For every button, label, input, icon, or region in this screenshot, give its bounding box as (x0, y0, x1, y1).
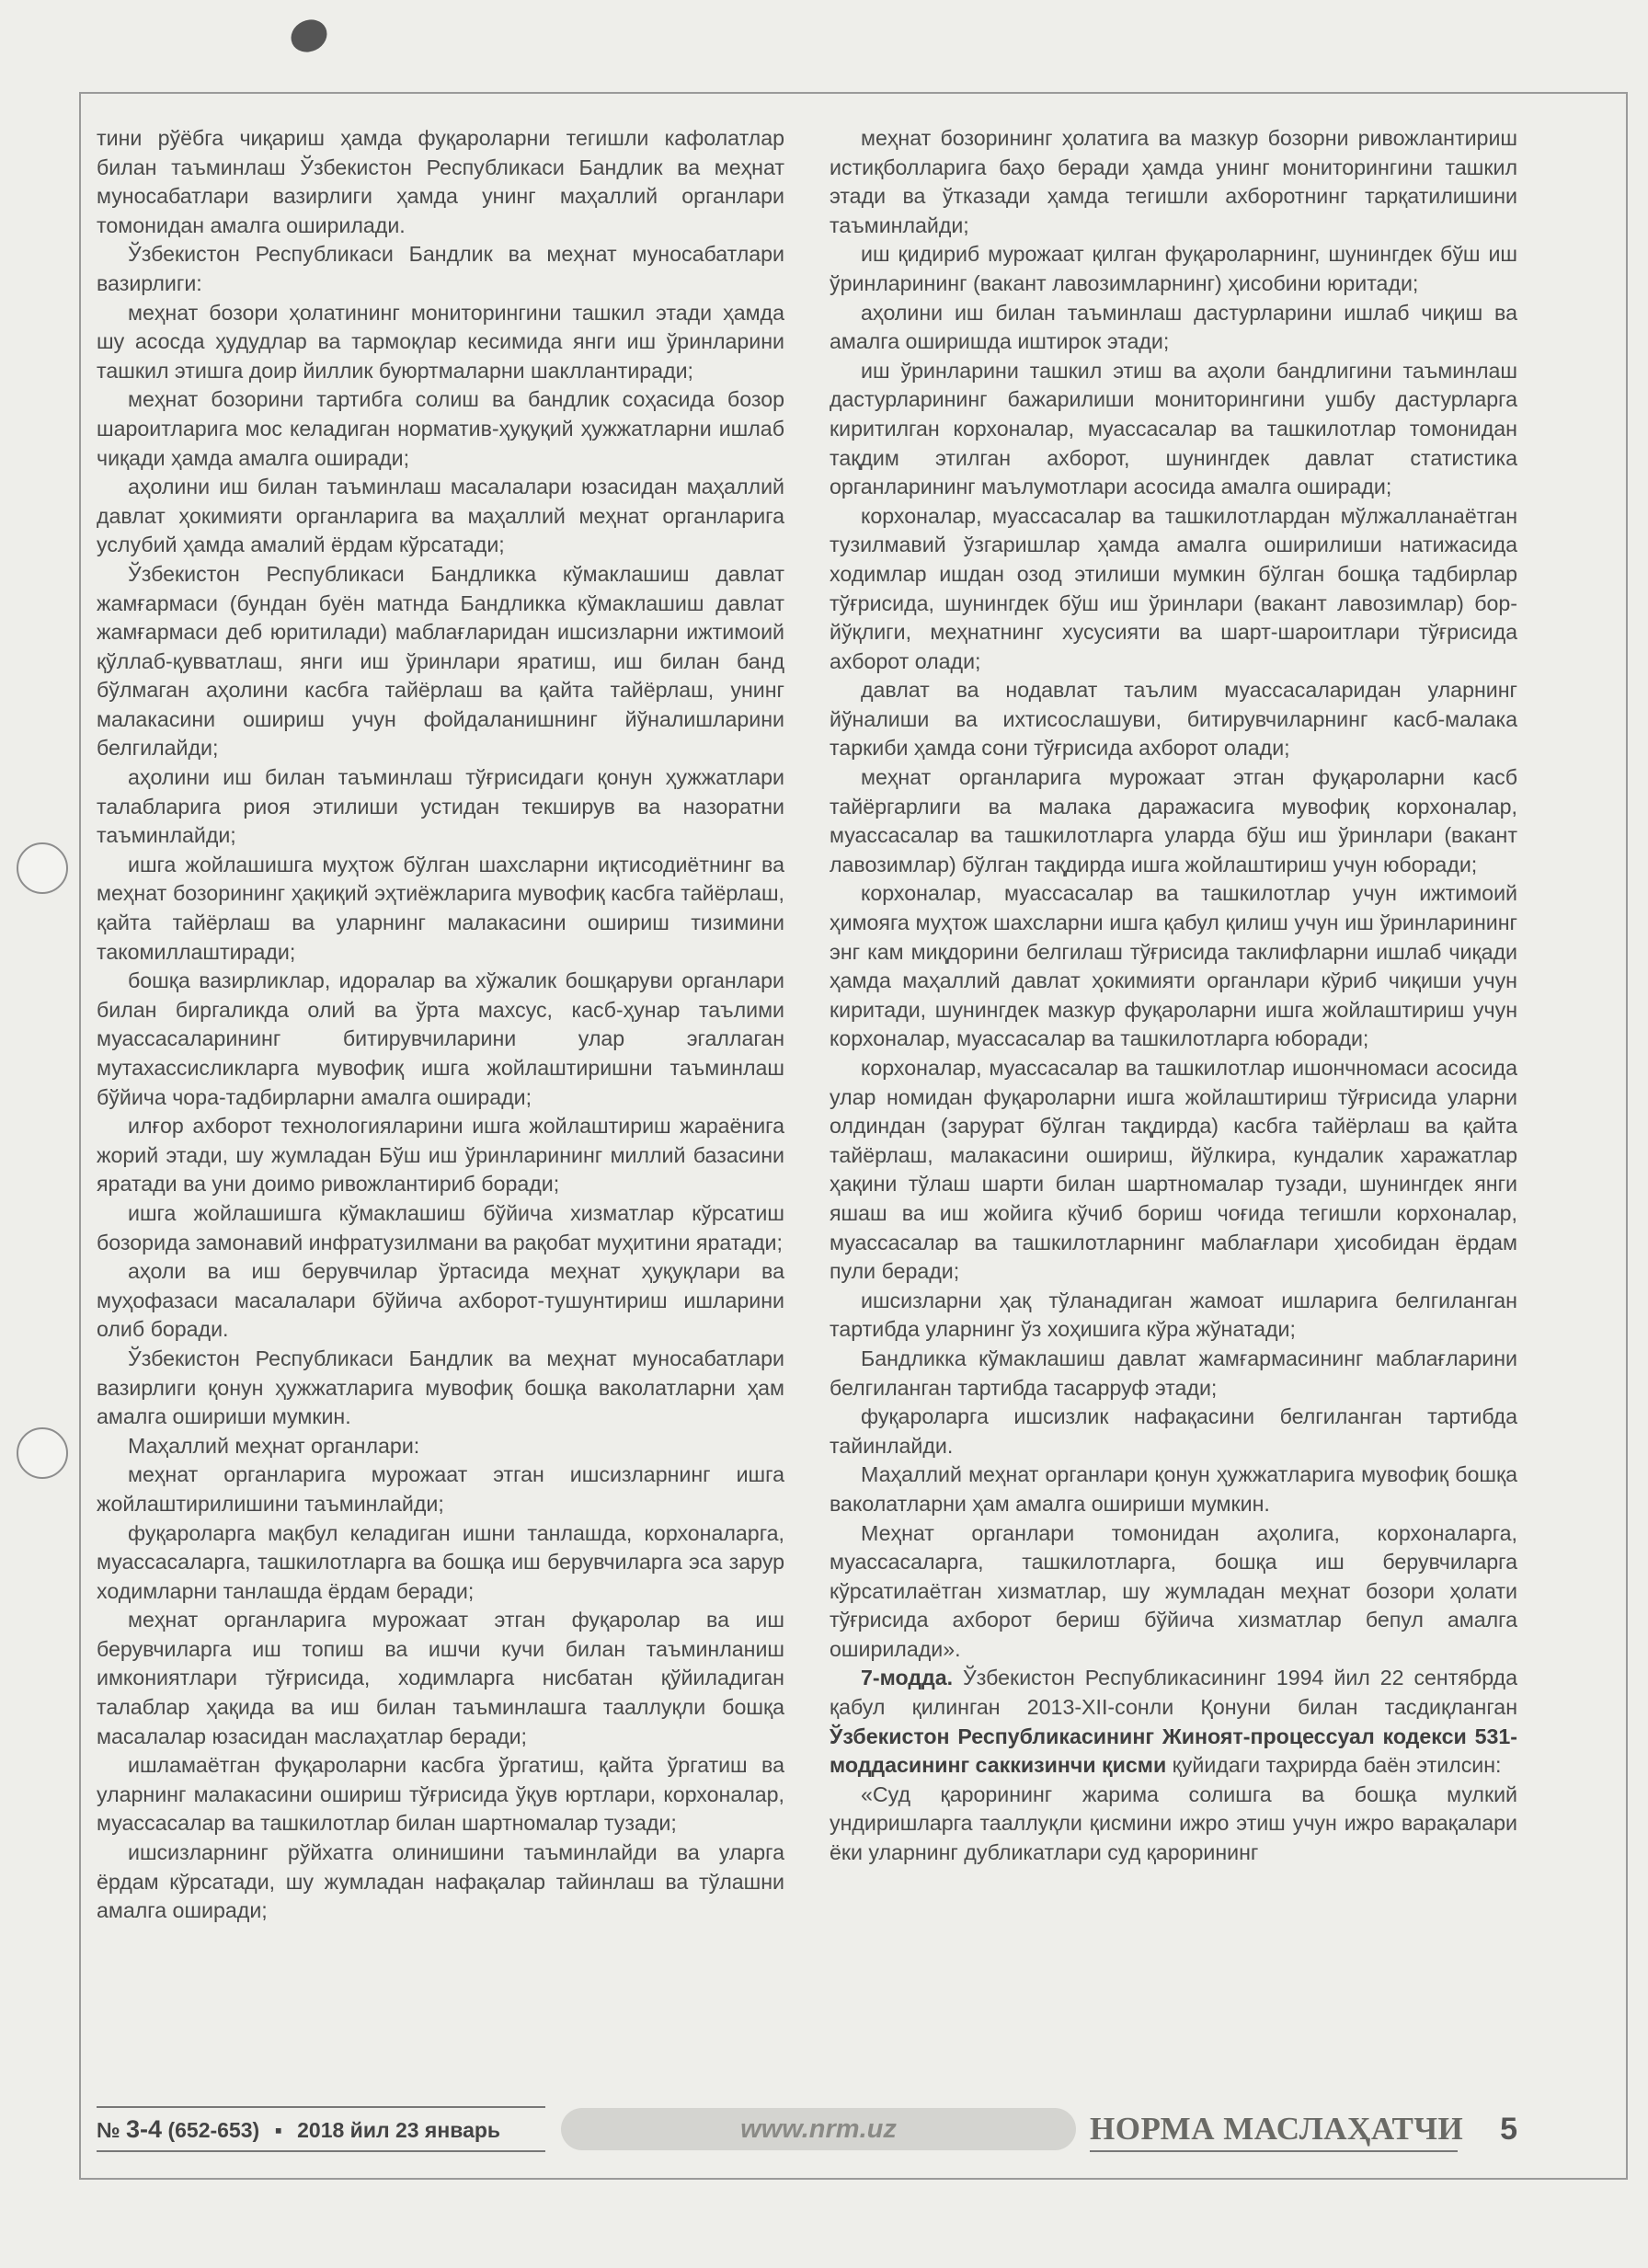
issue-info (97, 2106, 545, 2152)
paragraph: тини рўёбга чиқариш ҳамда фуқароларни тегишли кафолатлар билан таъминлаш Ўзбекистон Республикаси Бандлик ва меҳнат муносабатлари вазирлиги ҳамда унинг маҳаллий органлари томонидан амалга оширилади. (97, 126, 784, 237)
paragraph: корхоналар, муассасалар ва ташкилотлар ишончномаси асосида улар номидан фуқароларни ишга жойлаштириш тўғрисида уларни олдиндан (зарурат бўлган тақдирда) касбга тайёрлаш ва қайта тайёрлаш, малакасини ошириш, йўлкира, кундалик харажатлар ҳақини тўлаш шарти билан шартномалар тузади, шунингдек янги яшаш ва иш жойига кўчиб бориш чоғида тегишли корхоналар, муассасалар ва ташкилотларнинг маблағлари ҳисобидан ёрдам пули беради; (830, 1056, 1517, 1284)
paragraph: Ўзбекистон Республикаси Бандлик ва меҳнат муносабатлари вазирлиги: (97, 242, 784, 295)
paragraph: Ўзбекистон Республикаси Бандликка кўмаклашиш давлат жамғармаси (бундан буён матнда Бандликка кўмаклашиш давлат жамғармаси деб юритилади) маблағларидан ишсизларни ижтимоий қўллаб-қувватлаш, янги иш ўринлари яратиш, иш билан банд бўлмаган аҳолини касбга тайёрлаш ва қайта тайёрлаш, унинг малакасини ошириш учун фойдаланишнинг йўналишларини белгилайди; (97, 561, 784, 761)
paragraph: ишга жойлашишга кўмаклашиш бўйича хизматлар кўрсатиш бозорида замонавий инфратузилмани ва рақобат муҳитини яратади; (97, 1200, 784, 1254)
paragraph: меҳнат органларига мурожаат этган фуқаролар ва иш берувчиларга иш топиш ва ишчи кучи билан таъминланиш имкониятлари тўғрисида, ходимларга нисбатан қўйиладиган талаблар ҳақида ва иш билан таъминлашга тааллуқли бошқа масалалар юзасидан маслаҳатлар беради; (97, 1608, 784, 1748)
binder-mark (286, 14, 333, 58)
paragraph: давлат ва нодавлат таълим муассасаларидан уларнинг йўналиши ва ихтисослашуви, битирувчиларнинг касб-малака таркиби ҳамда сони тўғрисида ахборот олади; (830, 678, 1517, 761)
paragraph: Ўзбекистон Республикаси Бандлик ва меҳнат муносабатлари вазирлиги қонун ҳужжатларига мувофиқ бошқа ваколатларни ҳам амалга ошириши мумкин. (97, 1346, 784, 1429)
paragraph: фуқароларга мақбул келадиган ишни танлашда, корхоналарга, муассасаларга, ташкилотларга ва бошқа иш берувчиларга эса зарур ходимларни танлашда ёрдам беради; (97, 1520, 784, 1603)
paragraph: меҳнат бозорининг ҳолатига ва мазкур бозорни ривожлантириш истиқболларига баҳо беради ҳамда унинг мониторингини ташкил этади ва ўтказади ҳамда тегишли ахборотнинг тарқатилишини таъминлайди; (830, 126, 1517, 237)
paragraph: аҳолини иш билан таъминлаш масалалари юзасидан маҳаллий давлат ҳокимияти органларига ва маҳаллий меҳнат органларига услубий ҳамда амалий ёрдам кўрсатади; (97, 475, 784, 557)
paragraph-text: қуйидаги таҳрирда баён этилсин: (1166, 1753, 1502, 1778)
paragraph: аҳоли ва иш берувчилар ўртасида меҳнат ҳуқуқлари ва муҳофазаси масалалари бўйича ахборот-тушунтириш ишларини олиб боради. (97, 1259, 784, 1342)
article-body (97, 124, 1517, 2010)
website-link[interactable]: www.nrm.uz (561, 2108, 1076, 2150)
paragraph: корхоналар, муассасалар ва ташкилотлар учун ижтимоий ҳимояга муҳтож шахсларни ишга қабул қилиш учун иш ўринларининг энг кам миқдорини белгилаш тўғрисида таклифларни ишлаб чиқади ҳамда маҳаллий давлат ҳокимияти органлари кўриб чиқиши учун киритади, шунингдек мазкур фуқароларни ишга жойлаштириш учун корхоналар, муассасалар ва ташкилотларга юборади; (830, 881, 1517, 1051)
article-label: 7-модда. (861, 1666, 954, 1690)
paragraph: корхоналар, муассасалар ва ташкилотлардан мўлжалланаётган тузилмавий ўзгаришлар ҳамда амалга оширилиши натижасида ходимлар ишдан озод этилиши мумкин бўлган бошқа тадбирлар тўғрисида, шунингдек бўш иш ўринлари (вакант лавозимлар) бор-йўқлиги, меҳнатнинг хусусияти ва шарт-шароитлари тўғрисида ахборот олади; (830, 503, 1517, 673)
paragraph: меҳнат бозори ҳолатининг мониторингини ташкил этади ҳамда шу асосда ҳудудлар ва тармоқлар кесимида янги иш ўринларини ташкил этишга доир йиллик буюртмаларни шакллантиради; (97, 300, 784, 383)
paragraph: аҳолини иш билан таъминлаш дастурларини ишлаб чиқиш ва амалга оширишда иштирок этади; (830, 300, 1517, 354)
punch-hole-lower (17, 1427, 68, 1479)
right-column (830, 124, 1517, 2010)
paragraph: меҳнат бозорини тартибга солиш ва бандлик соҳасида бозор шароитларига мос келадиган норматив-ҳуқуқий ҳужжатларни ишлаб чиқади ҳамда амалга оширади; (97, 387, 784, 470)
paragraph: Меҳнат органлари томонидан аҳолига, корхоналарга, муассасаларга, ташкилотларга, бошқа иш берувчиларга кўрсатилаётган хизматлар, шу жумладан меҳнат бозори ҳолати тўғрисида ахборот бериш бўйича хизматлар бепул амалга оширилади». (830, 1520, 1517, 1661)
paragraph: «Суд қарорининг жарима солишга ва бошқа мулкий ундиришларга тааллуқли қисмини ижро этиш учун ижро варақалари ёки уларнинг дубликатлари суд қарорининг (830, 1781, 1517, 1865)
paragraph (830, 1664, 1517, 1780)
paragraph: фуқароларга ишсизлик нафақасини белгиланган тартибда тайинлайди. (830, 1404, 1517, 1458)
left-column (97, 124, 784, 2010)
paragraph: аҳолини иш билан таъминлаш тўғрисидаги қонун ҳужжатлари талабларига риоя этилиши устидан текширув ва назоратни таъминлайди; (97, 765, 784, 848)
issue-separator: ▪ (274, 2118, 282, 2142)
issue-range: (652-653) (167, 2118, 260, 2142)
paragraph: Маҳаллий меҳнат органлари: (128, 1433, 420, 1458)
paragraph: Маҳаллий меҳнат органлари қонун ҳужжатларига мувофиқ бошқа ваколатларни ҳам амалга ошириши мумкин. (830, 1462, 1517, 1516)
paragraph: меҳнат органларига мурожаат этган ишсизларнинг ишга жойлаштирилишини таъминлайди; (97, 1462, 784, 1516)
paragraph: ишламаётган фуқароларни касбга ўргатиш, қайта ўргатиш ва уларнинг малакасини ошириш тўғрисида ўқув юртлари, корхоналар, муассасалар ва ташкилотлар билан шартномалар тузади; (97, 1753, 784, 1836)
bold-reference: Ўзбекистон Республикасининг Жиноят-процессуал кодекси 531-моддасининг саккизинчи қисми (830, 1724, 1517, 1778)
paragraph: иш қидириб мурожаат қилган фуқароларнинг, шунингдек бўш иш ўринларининг (вакант лавозимларнинг) ҳисобини юритади; (830, 242, 1517, 295)
punch-hole-upper (17, 842, 68, 894)
paragraph: бошқа вазирликлар, идоралар ва хўжалик бошқаруви органлари билан биргаликда олий ва ўрта махсус, касб-ҳунар таълими муассасаларининг битирувчиларини улар эгаллаган мутахассисликларга мувофиқ ишга жойлаштиришни таъминлаш бўйича чора-тадбирларни амалга оширади; (97, 968, 784, 1109)
page-number: 5 (1500, 2112, 1517, 2147)
issue-prefix: № (97, 2118, 120, 2142)
issue-number: 3-4 (126, 2115, 163, 2143)
paragraph: илғор ахборот технологияларини ишга жойлаштириш жараёнига жорий этади, шу жумладан Бўш иш ўринларининг миллий базасини яратади ва уни доимо ривожлантириб боради; (97, 1114, 784, 1197)
paragraph: ишсизларнинг рўйхатга олинишини таъминлайди ва уларга ёрдам кўрсатади, шу жумладан нафақалар тайинлаш ва тўлашни амалга оширади; (97, 1840, 784, 1923)
paragraph: Бандликка кўмаклашиш давлат жамғармасининг маблағларини белгиланган тартибда тасарруф этади; (830, 1346, 1517, 1400)
paragraph: иш ўринларини ташкил этиш ва аҳоли бандлигини таъминлаш дастурларининг бажарилиши мониторингини ушбу дастурларга киритилган корхоналар, муассасалар ва ташкилотлар томонидан тақдим этилган ахборот, шунингдек давлат статистика органларининг маълумотлари асосида амалга оширади; (830, 358, 1517, 499)
paragraph: ишга жойлашишга муҳтож бўлган шахсларни иқтисодиётнинг ва меҳнат бозорининг ҳақиқий эҳтиёжларига мувофиқ касбга тайёрлаш, қайта тайёрлаш ва уларнинг малакасини ошириш тизимини такомиллаштиради; (97, 852, 784, 964)
publication-name: НОРМА МАСЛАҲАТЧИ (1090, 2106, 1458, 2152)
paragraph: меҳнат органларига мурожаат этган фуқароларни касб тайёргарлиги ва малака даражасига мувофиқ корхоналар, муассасалар ва ташкилотларга уларда бўш иш ўринлари (вакант лавозимлар) бўлган тақдирда ишга жойлаштириш учун юборади; (830, 765, 1517, 876)
page-footer (97, 2106, 1517, 2161)
paragraph: ишсизларни ҳақ тўланадиган жамоат ишларига белгиланган тартибда уларнинг ўз хоҳишига кўра жўнатади; (830, 1288, 1517, 1342)
issue-date: 2018 йил 23 январь (297, 2118, 501, 2142)
paragraph-text: Ўзбекистон Республикасининг 1994 йил 22 сентябрда қабул қилинган 2013-XII-сонли Қонуни билан тасдиқланган (830, 1666, 1517, 1720)
